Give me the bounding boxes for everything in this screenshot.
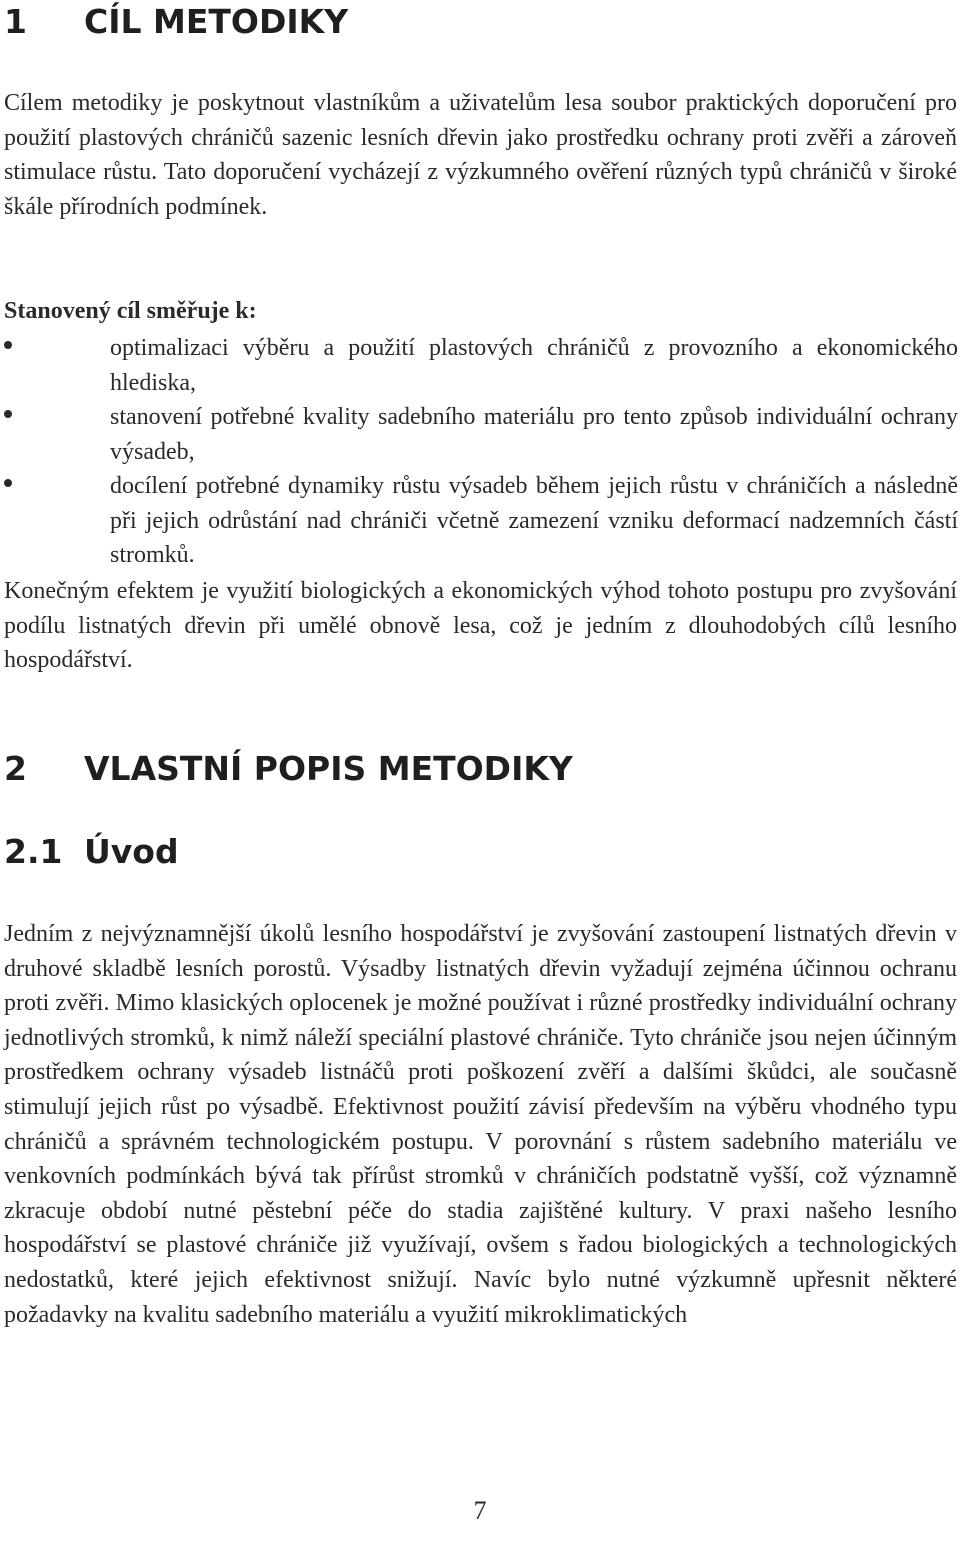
section-2-heading [4,749,573,789]
list-item [0,400,958,469]
section-1-conclusion: Konečným efektem je využití biologických a ekonomických výhod tohoto postupu pro zvyšování podílu listnatých dřevin při umělé obnově lesa, což je jedním z dlouhodobých cílů lesního hospodářství. [4,578,957,673]
section-1-heading [4,2,349,42]
bullet-icon [4,341,12,349]
goal-list [0,331,958,573]
list-item [0,331,958,400]
goal-text: optimalizaci výběru a použití plastových chráničů z provozního a ekonomického hlediska, [110,335,958,396]
subsection-2-1-title: Úvod [84,832,179,871]
list-item [0,469,958,573]
goal-heading: Stanovený cíl směřuje k: [4,298,257,324]
subsection-2-1-number: 2.1 [4,832,63,871]
section-1-intro: Cílem metodiky je poskytnout vlastníkům a uživatelům lesa soubor praktických doporučení pro použití plastových chráničů sazenic lesních dřevin jako prostředku ochrany proti zvěři a zároveň stimulace růstu. Tato doporučení vycházejí z výzkumného ověření různých typů chráničů v široké škále přírodních podmínek. [4,90,957,220]
section-1-title: CÍL METODIKY [84,2,349,41]
bullet-icon [4,410,12,418]
subsection-2-1-heading [4,832,179,872]
goal-text: stanovení potřebné kvality sadebního materiálu pro tento způsob individuální ochrany výsadeb, [110,404,958,465]
bullet-icon [4,479,12,487]
goal-text: docílení potřebné dynamiky růstu výsadeb během jejich růstu v chráničích a následně při jejich odrůstání nad chrániči včetně zamezení vzniku deformací nadzemních částí stromků. [110,473,958,568]
page-number: 7 [473,1496,487,1525]
section-2-title: VLASTNÍ POPIS METODIKY [84,749,573,788]
subsection-2-1-body: Jedním z nejvýznamnější úkolů lesního hospodářství je zvyšování zastoupení listnatých dřevin v druhové skladbě lesních porostů. Výsadby listnatých dřevin vyžadují zejména účinnou ochranu proti zvěři. Mimo klasických oplocenek je možné používat i různé prostředky individuální ochrany jednotlivých stromků, k nimž náleží speciální plastové chrániče. Tyto chrániče jsou nejen účinným prostředkem ochrany výsadeb listnáčů proti poškození zvěří a dalšími škůdci, ale současně stimulují jejich růst po výsadbě. Efektivnost použití závisí především na výběru vhodného typu chráničů a správném technologickém postupu. V porovnání s růstem sadebního materiálu ve venkovních podmínkách bývá tak přírůst stromků v chráničích podstatně vyšší, což významně zkracuje období nutné pěstební péče do stadia zajištěné kultury. V praxi našeho lesního hospodářství se plastové chrániče již využívají, ovšem s řadou biologických a technologických nedostatků, které jejich efektivnost snižují. Navíc bylo nutné výzkumně upřesnit některé požadavky na kvalitu sadebního materiálu a využití mikroklimatických [4,921,957,1328]
section-1-number: 1 [4,2,27,41]
section-2-number: 2 [4,749,27,788]
